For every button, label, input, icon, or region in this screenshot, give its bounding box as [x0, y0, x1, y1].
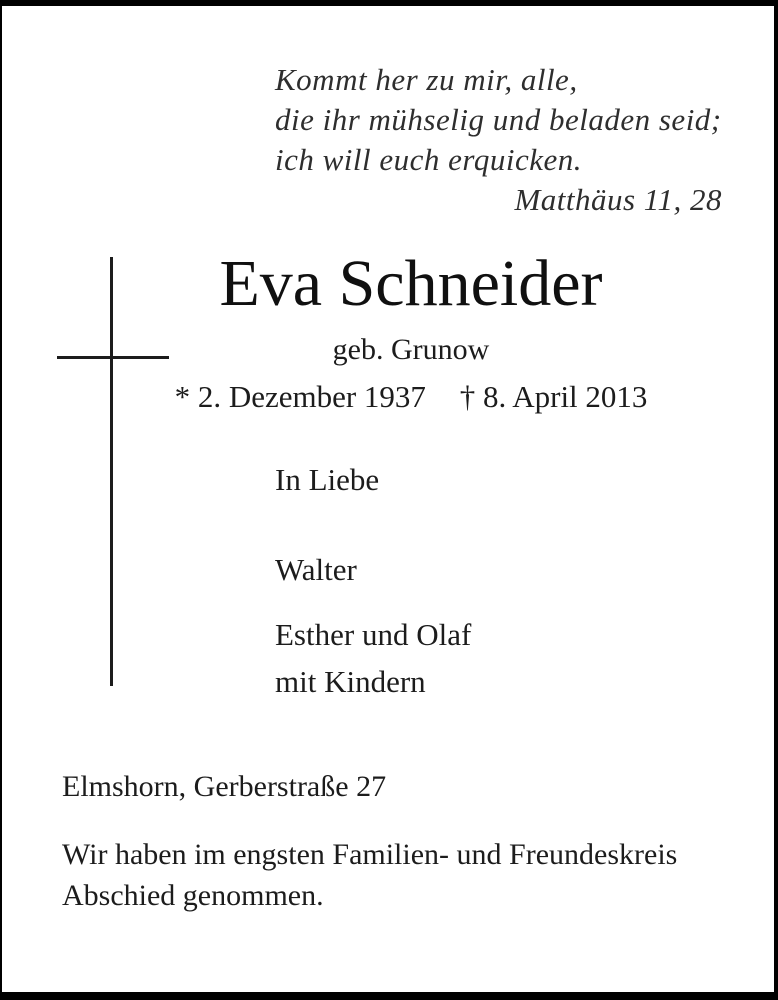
memorial-cross-icon: [110, 257, 113, 686]
scripture-line: Kommt her zu mir, alle,: [275, 62, 578, 97]
mourner-name: Walter: [275, 552, 357, 587]
farewell-line: Wir haben im engsten Familien- und Freundeskreis: [62, 838, 678, 871]
life-dates: [48, 378, 774, 416]
mourners-intro: In Liebe: [275, 462, 380, 497]
scripture-quote: [275, 60, 722, 220]
mourner-name: mit Kindern: [275, 664, 426, 699]
scripture-source: Matthäus 11, 28: [514, 182, 722, 217]
mourner-name: Esther und Olaf: [275, 617, 472, 652]
deceased-name: Eva Schneider: [219, 247, 603, 320]
death-date: † 8. April 2013: [459, 379, 648, 414]
address-line: Elmshorn, Gerberstraße 27: [62, 770, 387, 803]
birth-date: * 2. Dezember 1937: [174, 379, 426, 414]
farewell-line: Abschied genommen.: [62, 879, 324, 912]
farewell-note: [62, 834, 677, 916]
maiden-name: geb. Grunow: [332, 333, 490, 366]
scripture-line: ich will euch erquicken.: [275, 142, 582, 177]
scripture-line: die ihr mühselig und beladen seid;: [275, 102, 722, 137]
